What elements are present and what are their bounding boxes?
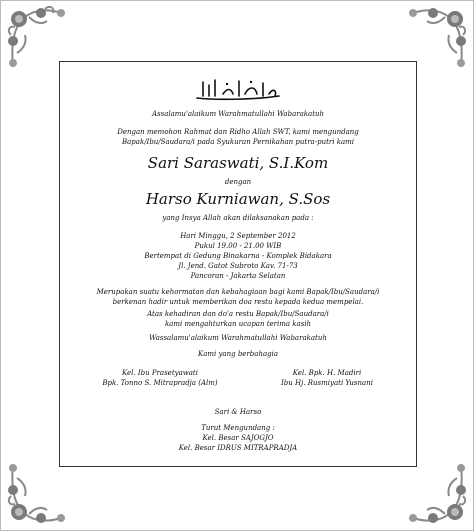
- invitation-frame: [59, 61, 417, 467]
- happy-text: Kami yang berbahagia: [197, 350, 279, 358]
- intro-line-1: Dengan memohon Rahmat dan Ridho Allah SWT, kami mengundang: [117, 128, 359, 136]
- greeting-open: Assalamu'alaikum Warahmatullahi Wabarakatuh: [151, 110, 325, 118]
- event-address-2: Pancoran - Jakarta Selatan: [190, 272, 286, 280]
- inviting-family-2: Kel. Besar IDRUS MITRAPRADJA: [178, 444, 298, 452]
- inviting-title: Turut Mengundang :: [201, 424, 275, 432]
- event-address-1: Jl. Jend. Gatot Subroto Kav. 71-73: [178, 262, 298, 270]
- family-right-line: Ibu Hj. Rusmiyati Yusnani: [281, 379, 373, 387]
- family-right: [262, 368, 392, 388]
- couple-names: Sari & Harso: [214, 408, 262, 416]
- honor-line-1: Merupakan suatu kehormatan dan kebahagiaan bagi kami Bapak/Ibu/Saudara/i: [96, 288, 380, 296]
- inviting-family-1: Kel. Besar SAJOGJO: [202, 434, 274, 442]
- thanks-line-1: Atas kehadiran dan do'a restu Bapak/Ibu/Saudara/i: [147, 310, 329, 318]
- family-left-line: Kel. Ibu Prasetyawati: [122, 369, 198, 377]
- groom-name: Harso Kurniawan, S.Sos: [145, 190, 331, 208]
- intro-line-2: Bapak/Ibu/Saudara/i pada Syukuran Pernikahan putra-putri kami: [121, 138, 354, 146]
- event-intro: yang Insya Allah akan dilaksanakan pada :: [162, 214, 314, 222]
- bismillah-calligraphy: [60, 76, 416, 104]
- family-left: [100, 368, 220, 388]
- greeting-close: Wassalamu'alaikum Warahmatullahi Wabarakatuh: [149, 334, 327, 342]
- event-date: Hari Minggu, 2 September 2012: [180, 232, 296, 240]
- thanks-line-2: kami mengahturkan ucapan terima kasih: [164, 320, 312, 328]
- arabic-calligraphy-icon: [193, 76, 283, 104]
- honor-line-2: berkenan hadir untuk memberikan doa restu kepada kedua mempelai.: [112, 298, 364, 306]
- event-time: Pukul 19.00 - 21.00 WIB: [194, 242, 282, 250]
- bride-name: Sari Saraswati, S.I.Kom: [147, 154, 329, 172]
- family-right-line: Kel. Bpk. H. Madiri: [292, 369, 362, 377]
- connector-text: dengan: [224, 178, 252, 186]
- family-left-line: Bpk. Tonno S. Mitrapradja (Alm): [102, 379, 218, 387]
- invitation-content: [60, 62, 416, 466]
- event-venue: Bertempat di Gedung Binakarna - Komplek Bidakara: [144, 252, 332, 260]
